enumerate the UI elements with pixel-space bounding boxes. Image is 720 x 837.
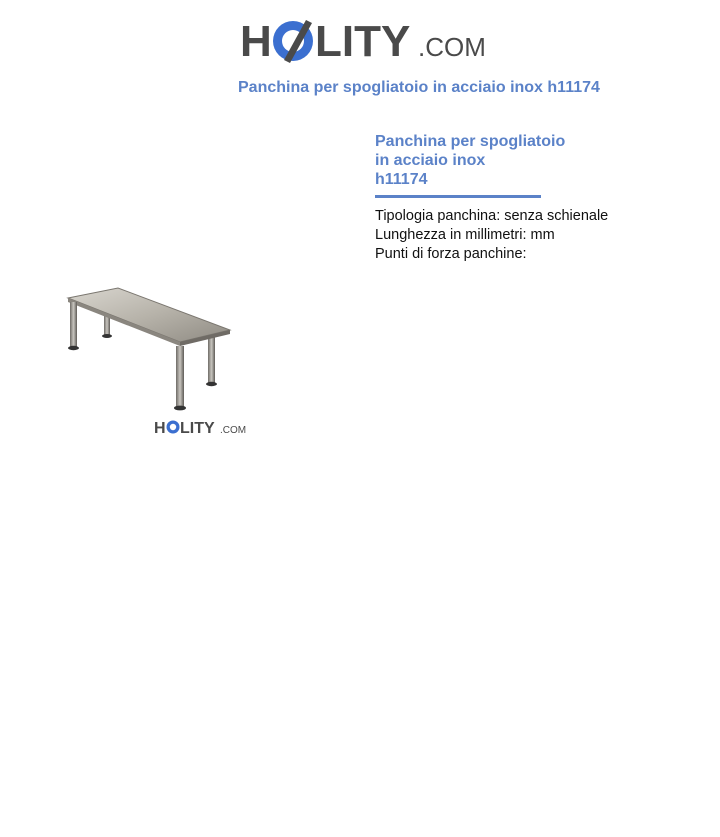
logo-suffix-com: .COM — [418, 32, 485, 62]
product-title — [375, 132, 695, 189]
holity-logo-graphic — [240, 14, 485, 66]
spec-strengths: Punti di forza panchine: — [375, 246, 527, 262]
product-details — [375, 132, 695, 264]
svg-text:LITY: LITY — [180, 420, 215, 437]
spec-length: Lunghezza in millimetri: mm — [375, 227, 555, 243]
logo-o-icon — [273, 20, 313, 63]
holity-logo[interactable] — [240, 14, 485, 66]
logo-letter-h: H — [240, 17, 272, 66]
image-watermark-logo — [154, 420, 246, 437]
svg-text:H: H — [154, 420, 166, 437]
bench-illustration — [60, 280, 260, 440]
svg-text:.COM: .COM — [220, 425, 247, 436]
page-title: Panchina per spogliatoio in acciaio inox h11174 — [238, 79, 600, 96]
product-title-line: Panchina per spogliatoio — [375, 133, 566, 150]
spec-bench-type: Tipologia panchina: senza schienale — [375, 208, 609, 224]
logo-letters-lity: LITY — [315, 17, 411, 66]
product-image — [60, 280, 260, 440]
product-title-line: in acciaio inox — [375, 152, 486, 169]
product-code: h11174 — [375, 171, 428, 188]
title-divider — [375, 195, 541, 198]
